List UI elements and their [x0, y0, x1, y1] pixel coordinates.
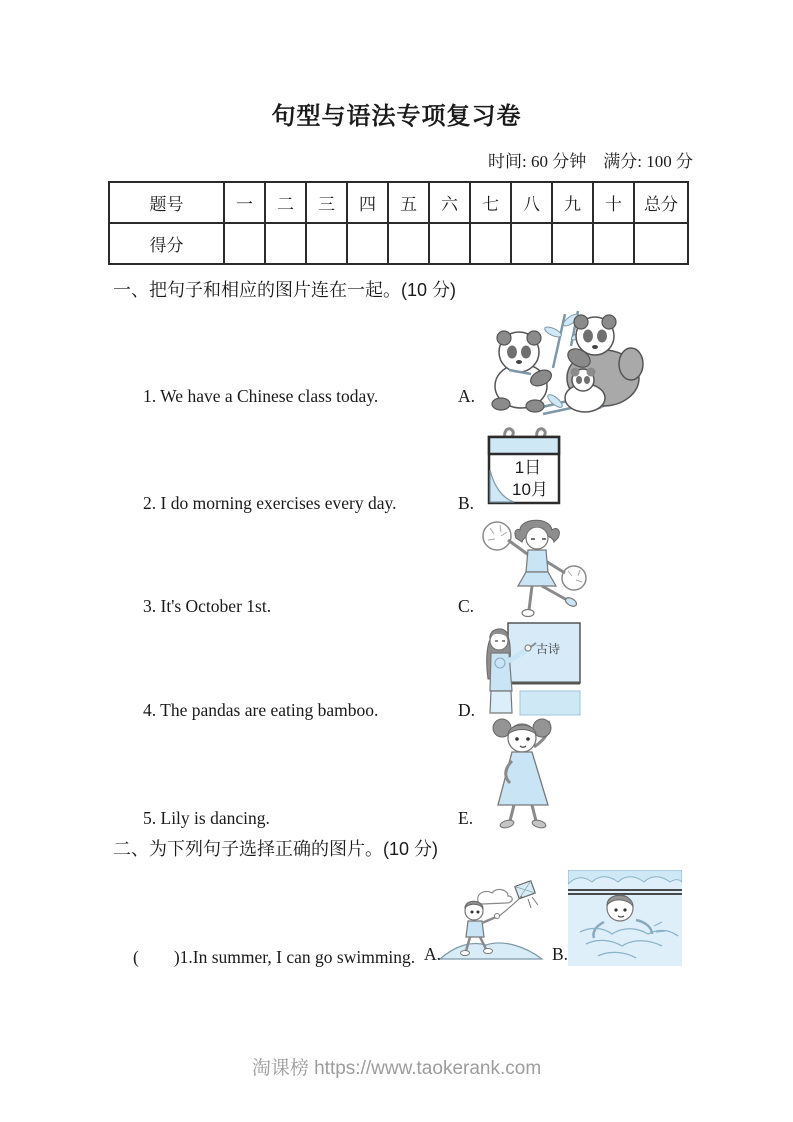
score-cell — [593, 223, 634, 264]
score-table-col: 四 — [347, 182, 388, 223]
exam-info: 时间: 60 分钟 满分: 100 分 — [488, 152, 693, 171]
score-table-col: 五 — [388, 182, 429, 223]
picture-girl-dancing — [466, 713, 582, 831]
score-cell — [224, 223, 265, 264]
match-letter-c: C. — [458, 596, 475, 616]
picture-teacher-blackboard — [482, 621, 582, 716]
score-cell — [347, 223, 388, 264]
match-sentence-5: 5. Lily is dancing. — [143, 808, 270, 828]
match-letter-d: D. — [458, 700, 476, 720]
picture-child-swimming — [568, 870, 682, 966]
score-table-score-label: 得分 — [109, 223, 224, 264]
picture-girl-exercising — [472, 508, 606, 620]
score-table-col: 八 — [511, 182, 552, 223]
match-sentence-4: 4. The pandas are eating bamboo. — [143, 700, 379, 720]
table-row-score — [109, 223, 688, 264]
section2-heading: 二、为下列句子选择正确的图片。(10 分) — [113, 839, 439, 859]
choice-question-1: ( )1.In summer, I can go swimming. — [133, 947, 416, 967]
score-table — [108, 181, 689, 265]
watermark-footer: 淘课榜 https://www.taokerank.com — [251, 1058, 542, 1079]
match-letter-a: A. — [458, 386, 476, 406]
calendar-month-text: 10月 — [512, 480, 548, 499]
match-letter-b: B. — [458, 493, 475, 513]
score-table-header-label: 题号 — [109, 182, 224, 223]
score-cell — [511, 223, 552, 264]
score-table-col: 六 — [429, 182, 470, 223]
score-table-col: 一 — [224, 182, 265, 223]
choice-letter-b: B. — [552, 944, 569, 964]
score-table-col: 二 — [265, 182, 306, 223]
score-table-col: 十 — [593, 182, 634, 223]
score-cell — [388, 223, 429, 264]
blackboard-text: 古诗 — [535, 642, 561, 656]
score-table-col: 九 — [552, 182, 593, 223]
score-cell — [429, 223, 470, 264]
score-table-col-total: 总分 — [634, 182, 688, 223]
picture-calendar — [486, 424, 562, 506]
match-sentence-2: 2. I do morning exercises every day. — [143, 493, 397, 513]
score-cell — [306, 223, 347, 264]
choice-letter-a: A. — [424, 944, 442, 964]
section1-heading: 一、把句子和相应的图片连在一起。(10 分) — [113, 280, 457, 300]
score-cell — [634, 223, 688, 264]
score-cell — [552, 223, 593, 264]
score-table-col: 七 — [470, 182, 511, 223]
picture-boy-flying-kite — [438, 875, 546, 963]
score-table-col: 三 — [306, 182, 347, 223]
score-cell — [265, 223, 306, 264]
score-cell — [470, 223, 511, 264]
match-letter-e: E. — [458, 808, 474, 828]
calendar-day-text: 1日 — [514, 458, 542, 477]
match-sentence-1: 1. We have a Chinese class today. — [143, 386, 379, 406]
picture-pandas-eating-bamboo — [483, 306, 651, 420]
table-row-header — [109, 182, 688, 223]
match-sentence-3: 3. It's October 1st. — [143, 596, 272, 616]
page-title: 句型与语法专项复习卷 — [271, 103, 522, 130]
